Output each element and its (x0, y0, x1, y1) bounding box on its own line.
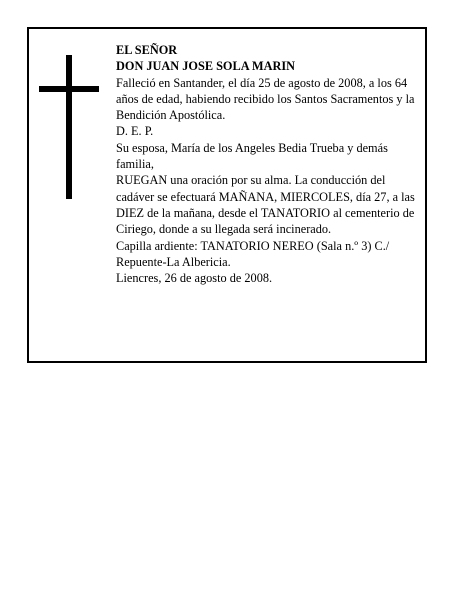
cross-horizontal-bar (39, 86, 99, 92)
obituary-notice (27, 27, 427, 363)
place-date: Liencres, 26 de agosto de 2008. (116, 271, 273, 286)
deceased-name: DON JUAN JOSE SOLA MARIN (116, 59, 296, 74)
funeral-details: RUEGAN una oración por su alma. La conducción del cadáver se efectuará MAÑANA, MIERCOLES, día 27, a las DIEZ de la mañana, desde el TANATORIO al cementerio de Ciriego, donde a su llegada será incinerado. (116, 173, 415, 237)
family-line: Su esposa, María de los Angeles Bedia Trueba y demás familia, (116, 140, 388, 172)
death-announcement: Falleció en Santander, el día 25 de agosto de 2008, a los 64 años de edad, habiendo recibido los Santos Sacramentos y la Bendición Apostólica. (116, 75, 415, 123)
cross-vertical-bar (66, 55, 72, 199)
chapel-location: Capilla ardiente: TANATORIO NEREO (Sala n.º 3) C./ Repuente-La Albericia. (116, 238, 390, 269)
latin-cross-icon (39, 55, 99, 199)
notice-title: EL SEÑOR (116, 43, 178, 57)
rest-in-peace: D. E. P. (116, 124, 154, 139)
notice-text (116, 42, 424, 286)
